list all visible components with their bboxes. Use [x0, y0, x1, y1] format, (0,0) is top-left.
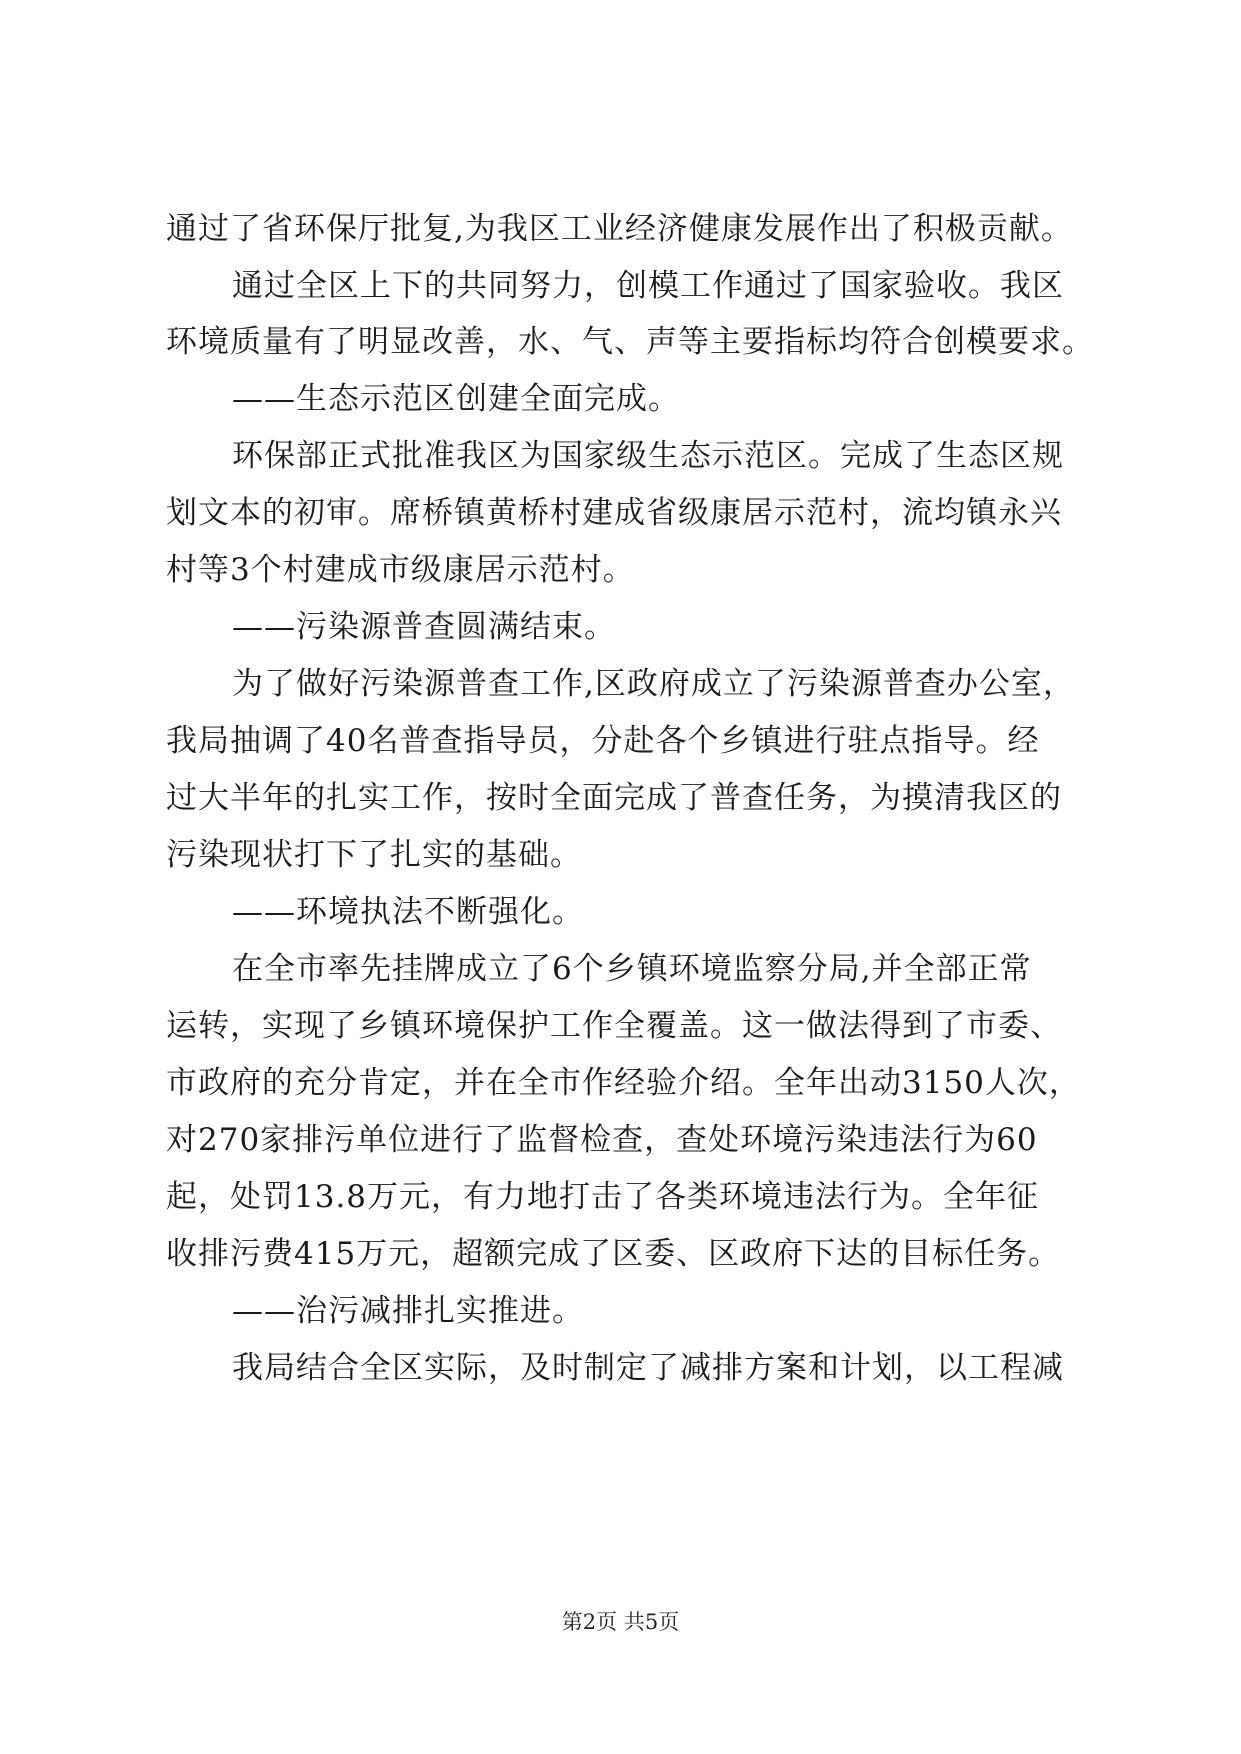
text-line: 市政府的充分肯定，并在全市作经验介绍。全年出动3150人次， — [166, 1065, 1081, 1101]
text-line: 为了做好污染源普查工作,区政府成立了污染源普查办公室， — [232, 666, 1075, 702]
text-line: 对270家排污单位进行了监督检查，查处环境污染违法行为60 — [166, 1122, 1038, 1158]
text-line: 环保部正式批准我区为国家级生态示范区。完成了生态区规 — [232, 438, 1064, 474]
text-line: 我局结合全区实际，及时制定了减排方案和计划，以工程减 — [232, 1350, 1064, 1386]
text-line: 在全市率先挂牌成立了6个乡镇环境监察分局,并全部正常 — [232, 951, 1032, 987]
text-line: 我局抽调了40名普查指导员，分赴各个乡镇进行驻点指导。经 — [166, 723, 1040, 759]
section-heading: ——环境执法不断强化。 — [232, 894, 584, 930]
section-heading: ——污染源普查圆满结束。 — [232, 609, 616, 645]
text-line: 划文本的初审。席桥镇黄桥村建成省级康居示范村，流均镇永兴 — [166, 495, 1062, 531]
text-line: 起，处罚13.8万元，有力地打击了各类环境违法行为。全年征 — [166, 1179, 1040, 1215]
section-heading: ——治污减排扎实推进。 — [232, 1293, 584, 1329]
text-line: 通过全区上下的共同努力，创模工作通过了国家验收。我区 — [232, 268, 1064, 304]
text-line: 过大半年的扎实工作，按时全面完成了普查任务，为摸清我区的 — [166, 780, 1062, 816]
text-line: 运转，实现了乡镇环境保护工作全覆盖。这一做法得到了市委、 — [166, 1008, 1062, 1044]
text-line: 环境质量有了明显改善，水、气、声等主要指标均符合创模要求。 — [166, 324, 1094, 360]
text-line: 村等3个村建成市级康居示范村。 — [166, 552, 635, 588]
text-line: 通过了省环保厅批复,为我区工业经济健康发展作出了积极贡献。 — [166, 211, 1073, 247]
text-line: 收排污费415万元，超额完成了区委、区政府下达的目标任务。 — [166, 1236, 1061, 1272]
text-line: 污染现状打下了扎实的基础。 — [166, 837, 582, 873]
section-heading: ——生态示范区创建全面完成。 — [232, 381, 680, 417]
page-number-footer: 第2页 共5页 — [561, 1610, 680, 1634]
